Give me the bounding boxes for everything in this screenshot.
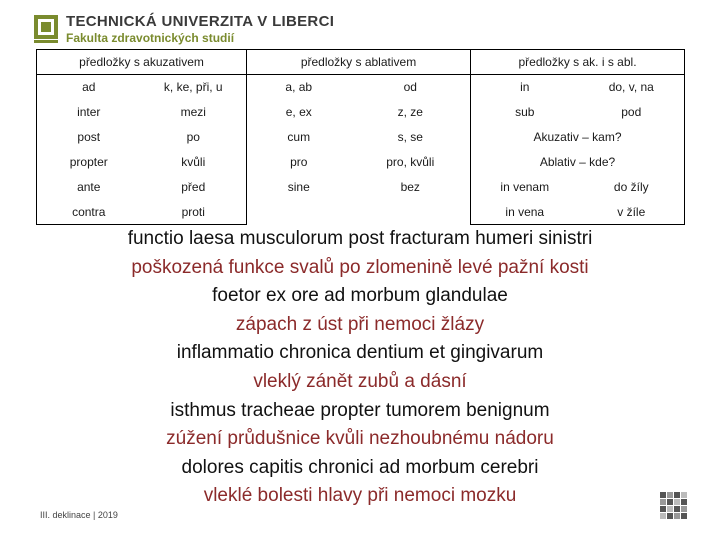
czech-translation: poškozená funkce svalů po zlomenině levé pažní kosti <box>131 256 589 278</box>
table-cell <box>351 200 471 225</box>
table-cell: v žíle <box>579 200 685 225</box>
university-name: TECHNICKÁ UNIVERZITA V LIBERCI <box>66 13 335 30</box>
table-header-row <box>37 50 685 75</box>
table-cell: pro, kvůli <box>351 150 471 175</box>
latin-phrase: functio laesa musculorum post fracturam humeri sinistri <box>127 228 593 249</box>
czech-translation: zápach z úst při nemoci žlázy <box>235 313 485 335</box>
table-cell: ante <box>37 175 141 200</box>
table-cell: cum <box>287 130 311 144</box>
table-cell: in vena <box>471 200 579 225</box>
latin-phrase: inflammatio chronica dentium et gingivarum <box>176 342 544 364</box>
table-row <box>37 150 685 175</box>
table-cell: pod <box>579 100 685 125</box>
table-cell: od <box>351 75 471 100</box>
table-cell: mezi <box>141 100 247 125</box>
table-row <box>37 75 685 100</box>
latin-phrase: foetor ex ore ad morbum glandulae <box>212 285 508 307</box>
case-question-accusative: Akuzativ – kam? <box>471 125 685 150</box>
table-cell: in venam <box>500 180 550 194</box>
table-cell: z, ze <box>351 100 471 125</box>
pixel-pattern-icon <box>660 492 688 520</box>
header-accusative: předložky s akuzativem <box>37 50 247 75</box>
table-cell: in <box>471 75 579 100</box>
table-row <box>37 125 685 150</box>
table-cell: sine <box>287 180 310 194</box>
phrase-list <box>0 225 720 511</box>
table-row <box>37 200 685 225</box>
table-cell: do, v, na <box>579 75 685 100</box>
table-cell: proti <box>141 200 247 225</box>
table-cell: bez <box>351 175 471 200</box>
table-cell: k, ke, při, u <box>141 75 247 100</box>
table-cell: sub <box>515 105 535 119</box>
czech-translation: vleklé bolesti hlavy při nemoci mozku <box>203 485 517 507</box>
prepositions-table <box>36 49 685 225</box>
table-cell <box>247 200 351 225</box>
university-logo-icon <box>34 15 58 43</box>
table-cell: propter <box>37 150 141 175</box>
table-row <box>37 175 685 200</box>
table-cell: ad <box>37 75 141 100</box>
table-cell: kvůli <box>141 150 247 175</box>
czech-translation: vleklý zánět zubů a dásní <box>253 370 467 392</box>
faculty-name: Fakulta zdravotnických studií <box>66 31 235 45</box>
table-cell: a, ab <box>247 75 351 100</box>
header-ablative: předložky s ablativem <box>247 50 471 75</box>
case-question-ablative: Ablativ – kde? <box>471 150 685 175</box>
header-both: předložky s ak. i s abl. <box>471 50 685 75</box>
table-cell: před <box>141 175 247 200</box>
footer-note: III. deklinace | 2019 <box>40 510 118 520</box>
table-cell: po <box>141 125 247 150</box>
latin-phrase: isthmus tracheae propter tumorem benignum <box>170 399 550 421</box>
table-cell: contra <box>37 200 141 225</box>
table-cell: e, ex <box>285 105 312 119</box>
table-cell: pro <box>290 155 308 169</box>
table-cell: do žíly <box>579 175 685 200</box>
table-row <box>37 100 685 125</box>
latin-phrase: dolores capitis chronici ad morbum cerebri <box>181 456 539 478</box>
czech-translation: zúžení průdušnice kvůli nezhoubnému nádoru <box>166 428 554 450</box>
university-logo <box>34 12 334 46</box>
table-cell: post <box>37 125 141 150</box>
table-cell: inter <box>37 100 141 125</box>
table-cell: s, se <box>351 125 471 150</box>
